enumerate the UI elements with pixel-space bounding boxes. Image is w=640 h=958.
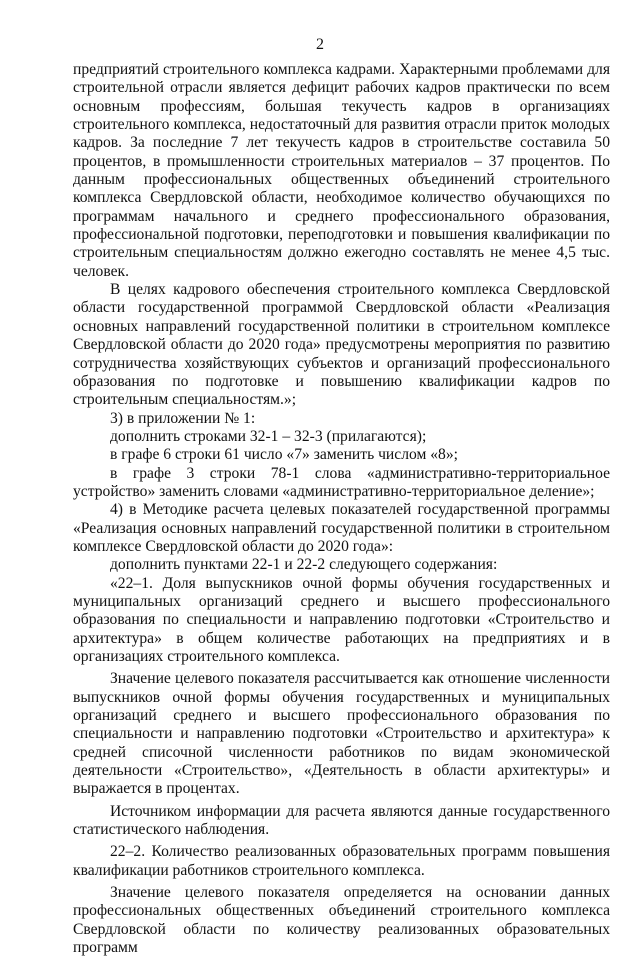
paragraph-item-22-1: «22–1. Доля выпускников очной формы обучения государственных и муниципальных организаций среднего и высшего профессионального образования по специальности и направлению подготовки «Строительство и архитектура» в общем количестве работающих на предприятиях и в организациях строительного комплекса. — [73, 574, 610, 665]
paragraph-add-items: дополнить пунктами 22-1 и 22-2 следующего содержания: — [110, 556, 498, 574]
document-body — [73, 61, 610, 958]
paragraph-appendix-1: 3) в приложении № 1: — [110, 409, 256, 427]
paragraph-staff-problems: предприятий строительного комплекса кадрами. Характерными проблемами для строительной отрасли является дефицит рабочих кадров практически по всем основным профессиям, большая текучесть кадров в организациях строительного комплекса, недостаточный для развития отрасли приток молодых кадров. За последние 7 лет текучесть кадров в строительстве составила 50 процентов, в промышленности строительных материалов – 37 процентов. По данным профессиональных общественных объединений строительного комплекса Свердловской области, необходимое количество обучающихся по программам начального и среднего профессионального образования, профессиональной подготовки, переподготовки и повышения квалификации по строительным специальностям должно ежегодно составлять не менее 4,5 тыс. человек. — [73, 61, 610, 280]
paragraph-item-22-2: 22–2. Количество реализованных образовательных программ повышения квалификации работников строительного комплекса. — [73, 843, 610, 879]
paragraph-state-program: В целях кадрового обеспечения строительного комплекса Свердловской области государственной программой Свердловской области «Реализация основных направлений государственной политики в строительном комплексе Свердловской области до 2020 года» предусмотрены мероприятия по развитию сотрудничества хозяйствующих субъектов и организаций профессионального образования по подготовке и повышению квалификации кадров по строительным специальностям.»; — [73, 281, 610, 409]
page-number: 2 — [316, 36, 324, 53]
paragraph-methodology: 4) в Методике расчета целевых показателей государственной программы «Реализация основных направлений государственной политики в строительном комплексе Свердловской области до 2020 года»: — [73, 501, 610, 555]
paragraph-column-3: в графе 3 строки 78-1 слова «административно-территориальное устройство» заменить словами «административно-территориальное деление»; — [73, 464, 610, 500]
paragraph-information-source: Источником информации для расчета являются данные государственного статистического наблюдения. — [73, 802, 610, 839]
paragraph-column-6: в графе 6 строки 61 число «7» заменить числом «8»; — [110, 446, 458, 464]
paragraph-indicator-calculation: Значение целевого показателя рассчитывается как отношение численности выпускников очной формы обучения государственных и муниципальных организаций среднего и высшего профессионального образования по специальности и направлению подготовки «Строительство и архитектура» к средней списочной численности работников по видам экономической деятельности «Строительство», «Деятельность в области архитектуры» и выражается в процентах. — [73, 670, 610, 798]
paragraph-add-rows: дополнить строками 32-1 – 32-3 (прилагаются); — [110, 427, 427, 445]
paragraph-indicator-value: Значение целевого показателя определяется на основании данных профессиональных общественных объединений строительного комплекса Свердловской области по количеству реализованных образовательных программ — [73, 884, 610, 957]
